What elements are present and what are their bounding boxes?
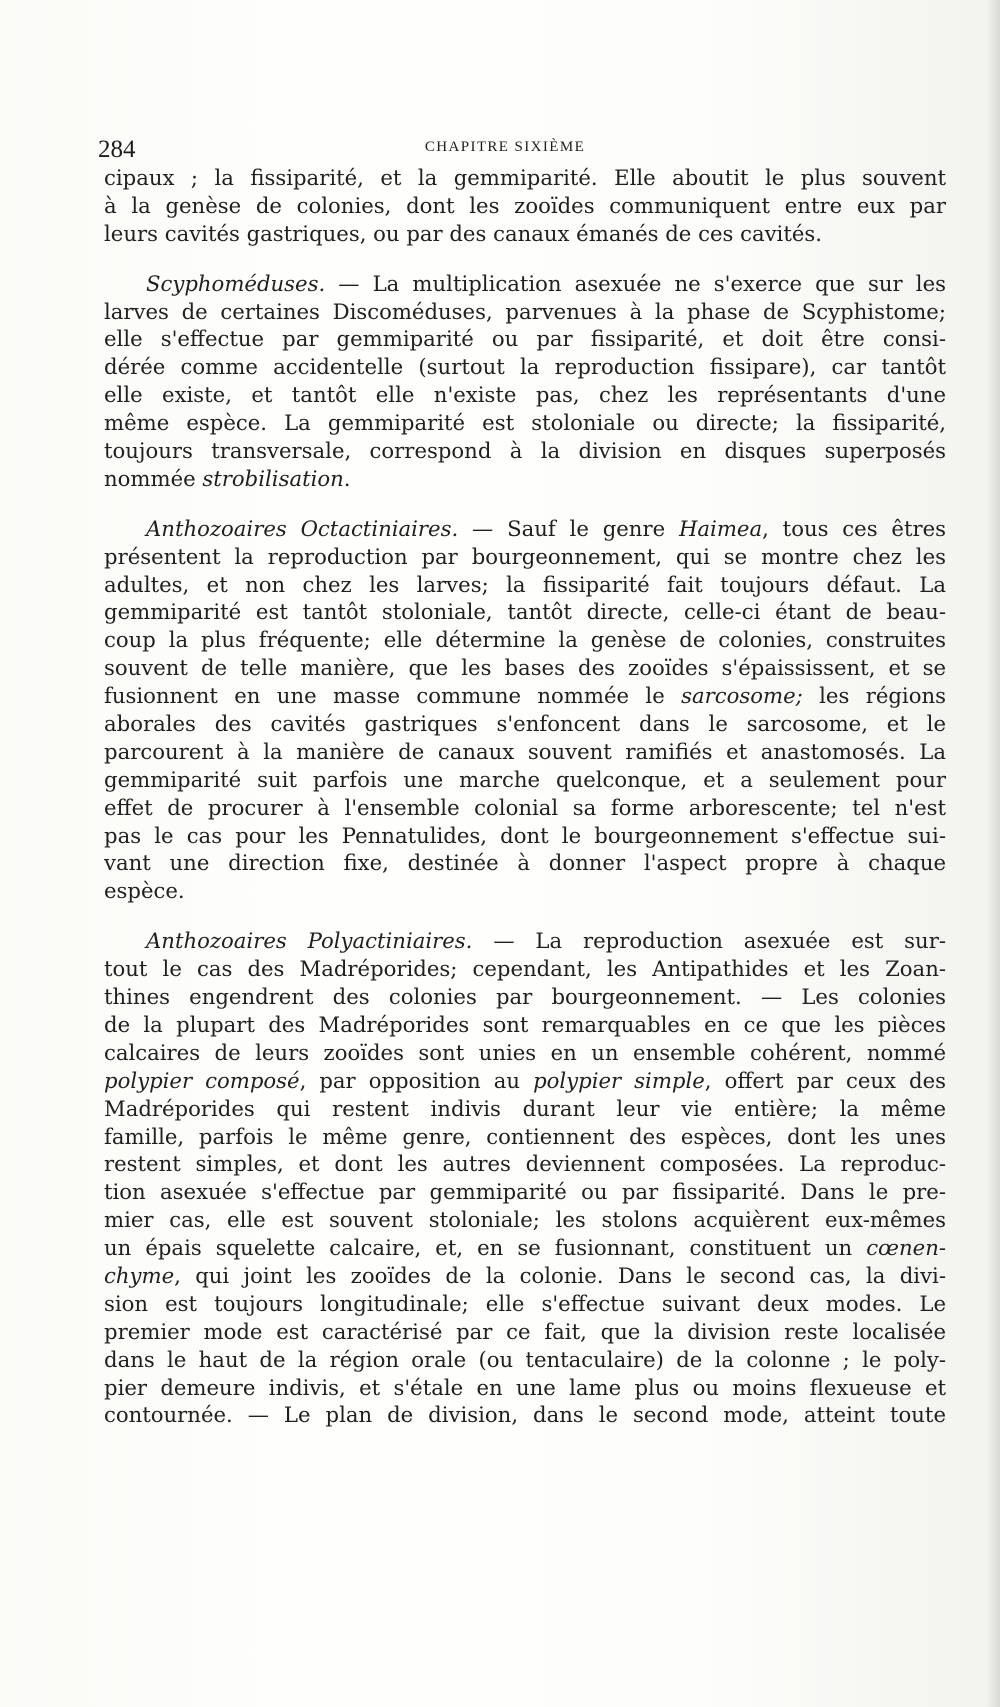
italic-term: polypier simple [533,1067,705,1093]
paragraph [104,164,946,248]
text-line: pier demeure indivis, et s'étale en une lame plus ou moins flexueuse et [104,1374,946,1400]
text-line: tout le cas des Madréporides; cependant, les Antipathides et les Zoan- [104,956,946,982]
italic-term: chyme [104,1262,175,1288]
text-line: un épais squelette calcaire, et, en se fusionnant, constituent un cœnen- [104,1235,946,1261]
italic-term: polypier composé [104,1067,300,1093]
text-line: cipaux ; la fissiparité, et la gemmiparité. Elle aboutit le plus souvent [104,165,946,190]
text-line: effet de procurer à l'ensemble colonial sa forme arborescente; tel n'est [104,794,946,820]
text-line: thines engendrent des colonies par bourgeonnement. — Les colonies [104,984,946,1010]
text-line: espèce. [104,878,185,904]
text-line: Scyphoméduses. — La multiplication asexuée ne s'exerce que sur les [146,270,946,296]
section-heading: Anthozoaires Octactiniaires. [146,515,459,541]
text-line: à la genèse de colonies, dont les zooïdes communiquent entre eux par [104,192,946,218]
text-line: même espèce. La gemmiparité est stoloniale ou directe; la fissiparité, [104,410,946,436]
text-line: Anthozoaires Polyactiniaires. — La reproduction asexuée est sur- [146,928,946,954]
text-line: parcourent à la manière de canaux souvent ramifiés et anastomosés. La [104,738,946,764]
section-heading: Anthozoaires Polyactiniaires. [146,928,473,954]
text-line: de la plupart des Madréporides sont remarquables en ce que les pièces [104,1011,946,1037]
text-line: souvent de telle manière, que les bases des zooïdes s'épaississent, et se [104,655,946,681]
text-line: gemmiparité suit parfois une marche quelconque, et a seulement pour [104,766,946,792]
text-line: calcaires de leurs zooïdes sont unies en un ensemble cohérent, nommé [104,1039,946,1065]
text-line: adultes, et non chez les larves; la fissiparité fait toujours défaut. La [104,571,946,597]
italic-term: strobilisation [202,465,344,491]
text-line: larves de certaines Discoméduses, parvenues à la phase de Scyphistome; [104,298,946,324]
body-text [104,164,946,1429]
page-number: 284 [98,136,136,163]
text-line: dérée comme accidentelle (surtout la reproduction fissipare), car tantôt [104,354,946,380]
running-head: CHAPITRE SIXIÈME [424,139,586,155]
italic-term: cœnen- [866,1235,946,1261]
text-line: toujours transversale, correspond à la division en disques superposés [104,438,946,464]
paragraph-polyactiniaires [104,927,946,1429]
paragraph-scyphomeduses [104,270,946,493]
text-line: dans le haut de la région orale (ou tentaculaire) de la colonne ; le poly- [104,1346,946,1372]
text-line: premier mode est caractérisé par ce fait, que la division reste localisée [104,1318,946,1344]
text-line: elle existe, et tantôt elle n'existe pas, chez les représentants d'une [104,382,946,408]
text-line: tion asexuée s'effectue par gemmiparité ou par fissiparité. Dans le pre- [104,1179,946,1205]
text-line: gemmiparité est tantôt stoloniale, tantôt directe, celle-ci étant de beau- [104,599,946,625]
text-line: fusionnent en une masse commune nommée le sarcosome; les régions [104,683,946,709]
text-line: contournée. — Le plan de division, dans le second mode, atteint toute [104,1402,946,1428]
text-line: mier cas, elle est souvent stoloniale; les stolons acquièrent eux-mêmes [104,1207,946,1233]
text-line: sion est toujours longitudinale; elle s'effectue suivant deux modes. Le [104,1290,946,1316]
italic-term: Haimea [678,515,763,541]
text-line: Anthozoaires Octactiniaires. — Sauf le genre Haimea, tous ces êtres [146,515,946,541]
text-line: vant une direction fixe, destinée à donner l'aspect propre à chaque [104,850,946,876]
page-edge-shadow [986,0,1000,1707]
text-line: elle s'effectue par gemmiparité ou par fissiparité, et doit être consi- [104,326,946,352]
text-line: leurs cavités gastriques, ou par des canaux émanés de ces cavités. [104,220,822,246]
text-line: aborales des cavités gastriques s'enfoncent dans le sarcosome, et le [104,711,946,737]
text-line: pas le cas pour les Pennatulides, dont le bourgeonnement s'effectue sui- [104,822,946,848]
text-line: famille, parfois le même genre, contiennent des espèces, dont les unes [104,1123,946,1149]
text-line: chyme, qui joint les zooïdes de la colonie. Dans le second cas, la divi- [104,1262,946,1288]
text-line: restent simples, et dont les autres deviennent composées. La reproduc- [104,1151,946,1177]
italic-term: sarcosome; [681,683,803,709]
text-line: coup la plus fréquente; elle détermine la genèse de colonies, construites [104,627,946,653]
text-line: Madréporides qui restent indivis durant leur vie entière; la même [104,1095,946,1121]
section-heading: Scyphoméduses. [146,270,326,296]
text-line: présentent la reproduction par bourgeonnement, qui se montre chez les [104,543,946,569]
paragraph-octactiniaires [104,515,946,905]
text-line: polypier composé, par opposition au polypier simple, offert par ceux des [104,1067,946,1093]
text-line: nommée strobilisation. [104,465,351,491]
